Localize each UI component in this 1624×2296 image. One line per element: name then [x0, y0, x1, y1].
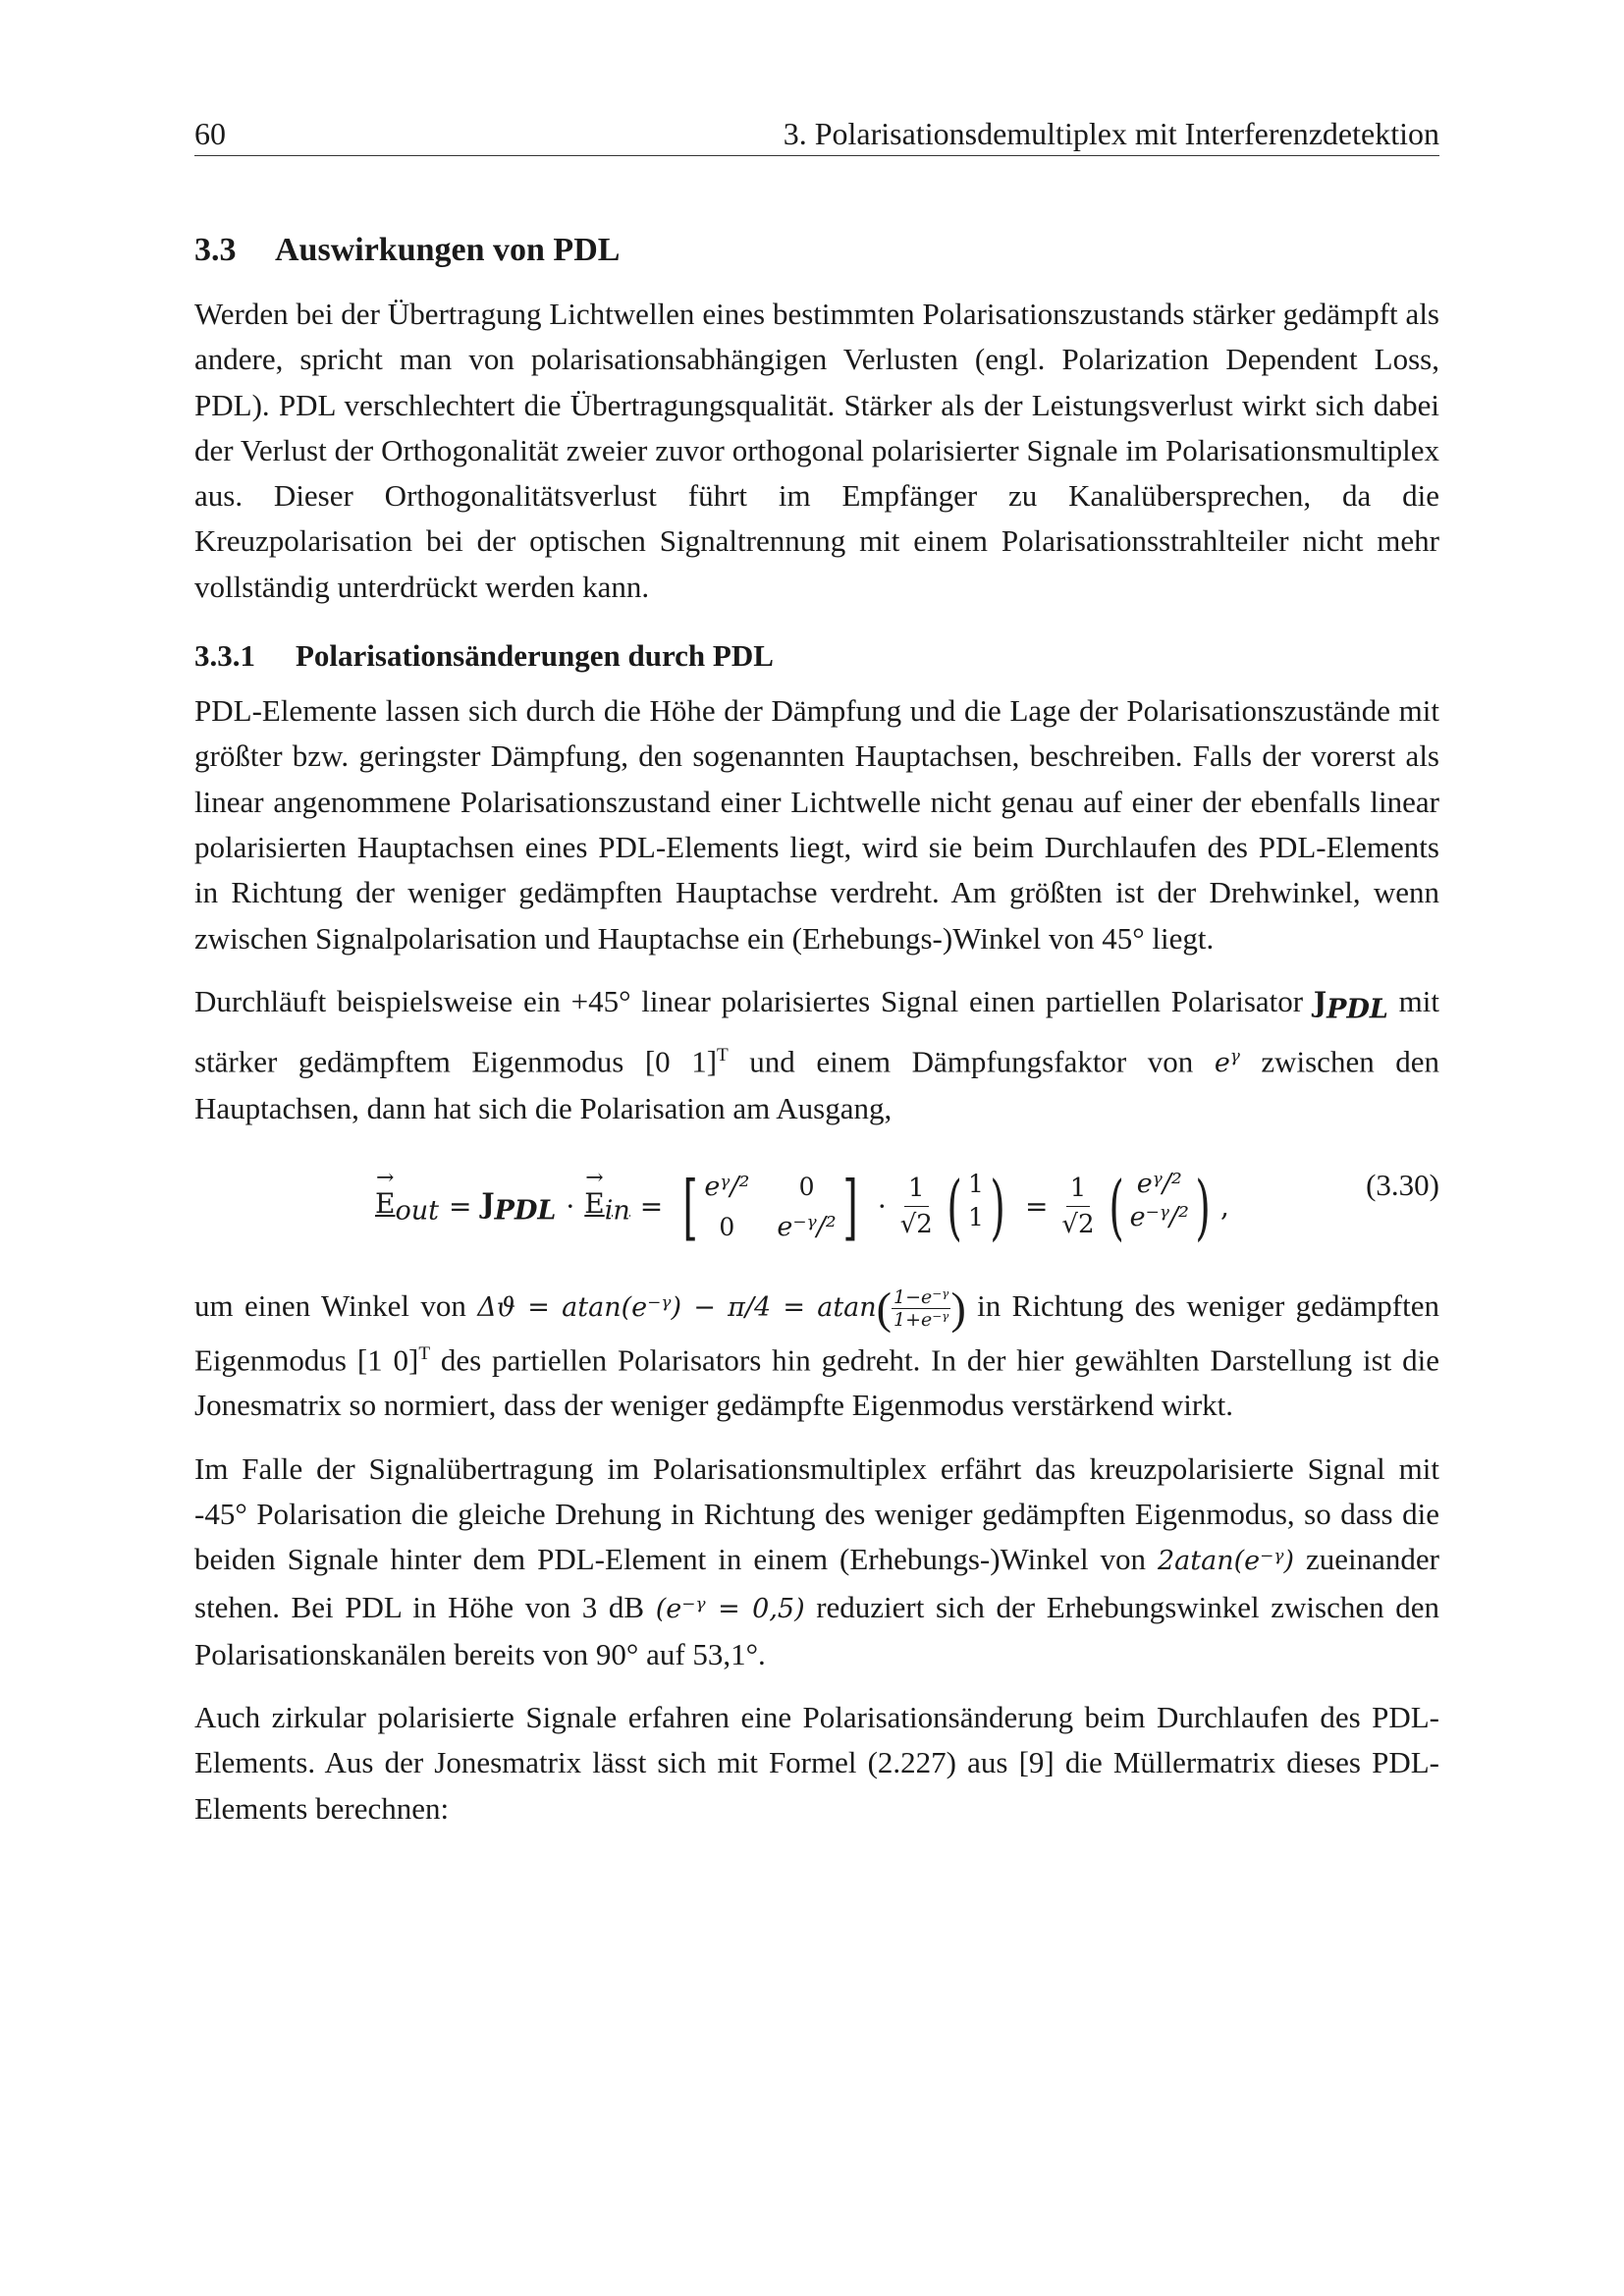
left-paren: ( — [947, 1165, 962, 1248]
equation-comma: , — [1220, 1190, 1229, 1224]
fraction-denominator-2: √2 — [1061, 1210, 1095, 1240]
right-paren: ) — [990, 1165, 1005, 1248]
paragraph-3 — [194, 979, 1439, 1132]
p3-text-c: und einem Dämpfungsfaktor von — [728, 1044, 1215, 1079]
paragraph-6: Auch zirkular polarisierte Signale erfahren eine Polarisationsänderung beim Durchlaufen des PDL-Elements. Aus der Jonesmatrix lässt sich mit Formel (2.227) aus [9] die Müllermatrix dieses PDL-Elements berechnen: — [194, 1700, 1439, 1826]
subsection-heading — [194, 637, 1439, 675]
output-vector — [1103, 1165, 1218, 1248]
matrix-entry-21: 0 — [719, 1212, 735, 1241]
output-vector-entry-2: e⁻ᵞ/² — [1129, 1201, 1189, 1232]
chapter-title: 3. Polarisationsdemultiplex mit Interferenzdetektion — [783, 116, 1439, 151]
fraction-numerator: 1 — [904, 1171, 929, 1207]
equals-sign: = — [1024, 1190, 1049, 1224]
attenuation-factor — [1215, 1048, 1240, 1078]
e-in-base: E — [584, 1186, 605, 1220]
right-bracket: ] — [842, 1165, 858, 1248]
paragraph-1: Werden bei der Übertragung Lichtwellen eines bestimmten Polarisationszustands stärker gedämpft als andere, spricht man von polarisationsabhängigen Verlusten (engl. Polarization Dependent Loss, PDL). PDL verschlechtert die Übertragungsqualität. Stärker als der Leistungsverlust wirkt sich dabei der Verlust der Orthogonalität zweier zuvor orthogonal polarisierter Signale im Polarisationsmultiplex aus. Dieser Orthogonalitätsverlust führt im Empfänger zu Kanalübersprechen, da die Kreuzpolarisation bei der optischen Signaltrennung mit einem Polarisationsstrahlteiler nicht mehr vollständig unterdrückt werden kann. — [194, 297, 1439, 604]
p5-text-a: Im Falle der Signalübertragung im Polarisationsmultiplex erfährt das kreuzpolarisierte Signal mit -45° Polarisation die gleiche Drehung in Richtung des weniger gedämpften Eigenmodus, so dass die beiden Signale hinter dem PDL-Element in einem (Erhebungs-)Winkel von — [194, 1450, 1439, 1577]
rotation-fraction-denominator: 1+e⁻ᵞ — [893, 1309, 949, 1332]
e-base: e — [1214, 1048, 1230, 1079]
rotation-angle-fraction — [892, 1286, 950, 1331]
fraction-denominator: √2 — [899, 1210, 933, 1240]
equation-number: (3.30) — [1366, 1167, 1439, 1202]
right-paren: ) — [1195, 1165, 1211, 1248]
right-paren-inline: ) — [950, 1283, 966, 1334]
p3-text-d: zwischen den Hauptachsen, dann hat sich die Polarisation am Ausgang, — [194, 1044, 1439, 1126]
e-exp: γ — [1229, 1046, 1240, 1066]
paragraph-4 — [194, 1284, 1439, 1429]
normalization-fraction-2 — [1061, 1171, 1094, 1242]
left-paren: ( — [1108, 1165, 1124, 1248]
matrix-entries — [704, 1168, 836, 1246]
subsection-title: Polarisationsänderungen durch PDL — [296, 638, 774, 674]
section-title: Auswirkungen von PDL — [275, 232, 621, 268]
j-sub: PDL — [1326, 994, 1388, 1025]
equals-sign: = — [639, 1190, 664, 1224]
dot-operator: · — [877, 1190, 887, 1224]
subsection-number: 3.3.1 — [194, 638, 255, 674]
jones-matrix — [677, 1165, 864, 1248]
p5-text-b: zueinander stehen. Bei PDL in Höhe von 3 dB — [194, 1542, 1439, 1624]
p4-text-a: um einen Winkel von — [194, 1287, 478, 1323]
output-vector-entry-1: eᵞ/² — [1136, 1168, 1182, 1199]
left-paren-inline: ( — [876, 1283, 892, 1334]
p3-text-b: mit stärker gedämpftem Eigenmodus [0 1] — [194, 983, 1440, 1079]
e-in-sub: in — [604, 1195, 630, 1227]
dot-operator: · — [566, 1190, 575, 1224]
matrix-entry-22: e⁻ᵞ/² — [777, 1211, 837, 1242]
pdl-value-expression: (e⁻ᵞ = 0,5) — [655, 1593, 805, 1624]
document-page — [194, 110, 1439, 1849]
fraction-numerator-2: 1 — [1066, 1171, 1091, 1207]
matrix-entry-11: eᵞ/² — [704, 1171, 750, 1202]
equals-sign: = — [448, 1190, 472, 1224]
equation-3-30 — [194, 1156, 1439, 1258]
input-vector — [941, 1165, 1011, 1248]
j-base: J — [1313, 985, 1327, 1018]
equation-body — [375, 1156, 1229, 1258]
p5-text-c: reduziert sich der Erhebungswinkel zwischen den Polarisationskanälen bereits von 90° auf 53,1°. — [194, 1589, 1439, 1671]
transpose-mark-2: T — [418, 1342, 431, 1364]
running-header — [194, 110, 1439, 156]
section-number: 3.3 — [194, 232, 237, 268]
p4-text-b: in Richtung des weniger gedämpften Eigenmodus [1 0] — [194, 1287, 1440, 1378]
e-out-base: E — [375, 1186, 396, 1220]
jones-matrix-symbol-eq — [481, 1187, 556, 1227]
input-vector-entry-2: 1 — [967, 1202, 984, 1231]
elevation-angle-expression: 2atan(e⁻ᵞ) — [1157, 1546, 1295, 1577]
rotation-fraction-numerator: 1−e⁻ᵞ — [893, 1286, 949, 1309]
j-sub-eq: PDL — [494, 1195, 557, 1227]
p3-text-a: Durchläuft beispielsweise ein +45° linear polarisiertes Signal einen partiellen Polarisator — [194, 983, 1314, 1018]
p4-text-c: des partiellen Polarisators hin gedreht. In der hier gewählten Darstellung ist die Jonesmatrix so normiert, dass der weniger gedämpfte Eigenmodus verstärkend wirkt. — [194, 1342, 1439, 1423]
j-base-eq: J — [481, 1186, 495, 1220]
left-bracket: [ — [682, 1165, 699, 1248]
rotation-angle-expression: Δϑ = atan(e⁻ᵞ) − π/4 = atan — [477, 1291, 877, 1323]
input-vector-entries — [968, 1168, 984, 1246]
jones-matrix-symbol — [1313, 985, 1388, 1025]
e-out-sub: out — [395, 1195, 439, 1227]
output-vector-entries — [1130, 1168, 1189, 1246]
e-out-vector — [375, 1187, 439, 1227]
normalization-fraction — [900, 1171, 933, 1242]
paragraph-2: PDL-Elemente lassen sich durch die Höhe der Dämpfung und die Lage der Polarisationszustände mit größter bzw. geringster Dämpfung, den sogenannten Hauptachsen, beschreiben. Falls der vorerst als linear angenommene Polarisationszustand einer Lichtwelle nicht genau auf einer der ebenfalls linear polarisierten Hauptachsen eines PDL-Elements liegt, wird sie beim Durchlaufen des PDL-Elements in Richtung der weniger gedämpften Hauptachse verdreht. Am größten ist der Drehwinkel, wenn zwischen Signalpolarisation und Hauptachse ein (Erhebungs-)Winkel von 45° liegt. — [194, 693, 1439, 956]
section-heading — [194, 231, 1439, 270]
page-number: 60 — [194, 116, 226, 151]
matrix-entry-12: 0 — [798, 1172, 815, 1201]
paragraph-5 — [194, 1447, 1439, 1677]
e-in-vector — [584, 1187, 629, 1227]
input-vector-entry-1: 1 — [967, 1169, 984, 1198]
transpose-mark: T — [717, 1044, 729, 1066]
